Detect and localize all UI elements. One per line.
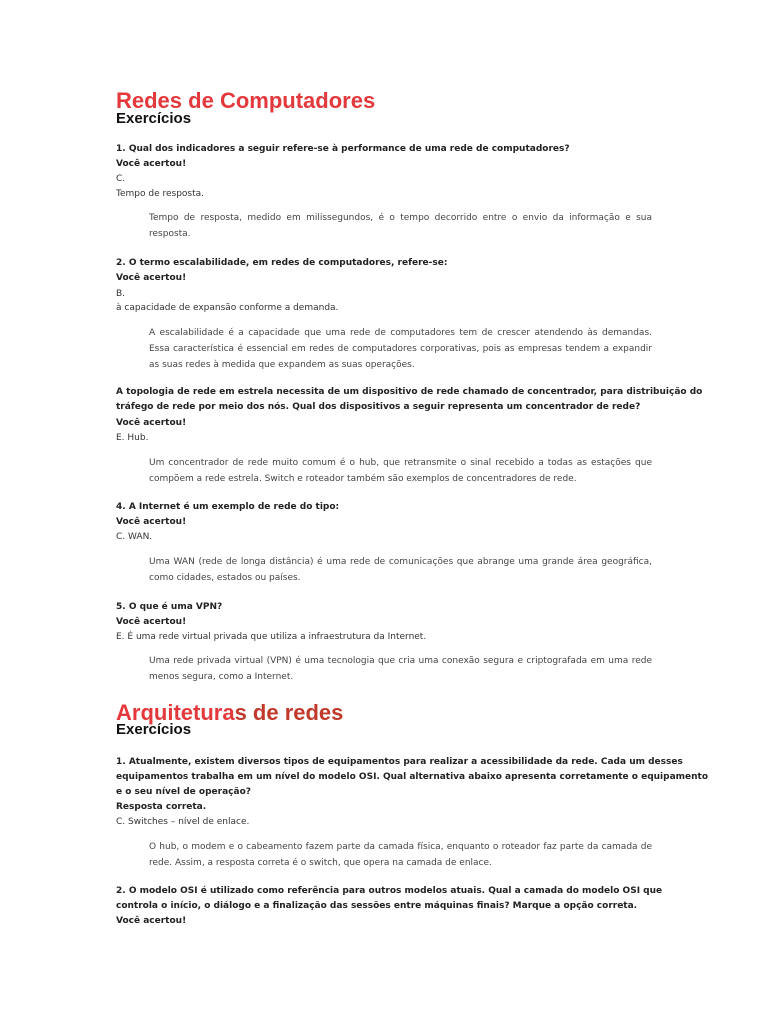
q2-status: Você acertou!: [116, 273, 187, 283]
s2-q2-status: Você acertou!: [116, 916, 187, 926]
q4-explanation: Uma WAN (rede de longa distância) é uma rede de comunicações que abrange uma grande área geográfica, como cidades, estados ou países.: [149, 557, 652, 583]
q5-question: 5. O que é uma VPN?: [116, 602, 223, 612]
section1-title-part2: Computadores: [219, 88, 376, 113]
s2-q1-question-line1: 1. Atualmente, existem diversos tipos de equipamentos para realizar a acessibilidade da rede. Cada um desses: [116, 757, 683, 767]
s2-q1-explanation: O hub, o modem e o cabeamento fazem parte da camada física, enquanto o roteador faz parte da camada de rede. Assim, a resposta correta é o switch, que opera na camada de enlace.: [149, 842, 652, 868]
section2-title-part2: s de redes: [234, 700, 344, 725]
q3-question-line1: A topologia de rede em estrela necessita de um dispositivo de rede chamado de concentrador, para distribuição do: [116, 387, 703, 397]
s2-q1-status: Resposta correta.: [116, 802, 207, 812]
s2-q1-answer: C. Switches – nível de enlace.: [116, 817, 250, 827]
q1-status: Você acertou!: [116, 159, 187, 169]
q2-explanation: A escalabilidade é a capacidade que uma rede de computadores tem de crescer atendendo às demandas. Essa característica é essencial em redes de computadores corporativas, pois as empresas tendem a expandir as suas redes à medida que expandem as suas operações.: [149, 328, 652, 370]
q2-question: 2. O termo escalabilidade, em redes de computadores, refere-se:: [116, 258, 448, 268]
section1-subtitle: Exercícios: [116, 110, 192, 127]
q5-explanation: Uma rede privada virtual (VPN) é uma tecnologia que cria uma conexão segura e criptografada em uma rede menos segura, como a Internet.: [149, 656, 652, 682]
q5-answer: E. É uma rede virtual privada que utiliza a infraestrutura da Internet.: [116, 632, 427, 642]
q4-answer: C. WAN.: [116, 532, 153, 542]
q1-letter: C.: [116, 174, 126, 184]
q1-answer: Tempo de resposta.: [116, 189, 205, 199]
q1-question: 1. Qual dos indicadores a seguir refere-se à performance de uma rede de computadores?: [116, 144, 570, 154]
section2-subtitle: Exercícios: [116, 721, 192, 738]
s2-q2-question-line1: 2. O modelo OSI é utilizado como referência para outros modelos atuais. Qual a camada do modelo OSI que: [116, 886, 663, 896]
q2-answer: à capacidade de expansão conforme a demanda.: [116, 303, 339, 313]
q4-question: 4. A Internet é um exemplo de rede do tipo:: [116, 502, 340, 512]
s2-q2-question-line2: controla o início, o diálogo e a finalização das sessões entre máquinas finais? Marque a opção correta.: [116, 901, 638, 911]
q2-letter: B.: [116, 289, 126, 299]
s2-q1-question-line3: e o seu nível de operação?: [116, 787, 251, 797]
q3-answer: E. Hub.: [116, 433, 149, 443]
q4-status: Você acertou!: [116, 517, 187, 527]
s2-q1-question-line2: equipamentos trabalha em um nível do modelo OSI. Qual alternativa abaixo apresenta corretamente o equipamento: [116, 772, 709, 782]
section2-title-part1: Arquitetura: [116, 700, 235, 725]
q3-explanation: Um concentrador de rede muito comum é o hub, que retransmite o sinal recebido a todas as estações que compõem a rede estrela. Switch e roteador também são exemplos de concentradores de rede.: [149, 458, 652, 484]
q3-status: Você acertou!: [116, 418, 187, 428]
section1-title-part1: Redes de: [116, 88, 214, 113]
q5-status: Você acertou!: [116, 617, 187, 627]
q1-explanation: Tempo de resposta, medido em milissegundos, é o tempo decorrido entre o envio da informação e sua resposta.: [149, 213, 652, 239]
q3-question-line2: tráfego de rede por meio dos nós. Qual dos dispositivos a seguir representa um concentrador de rede?: [116, 402, 641, 412]
